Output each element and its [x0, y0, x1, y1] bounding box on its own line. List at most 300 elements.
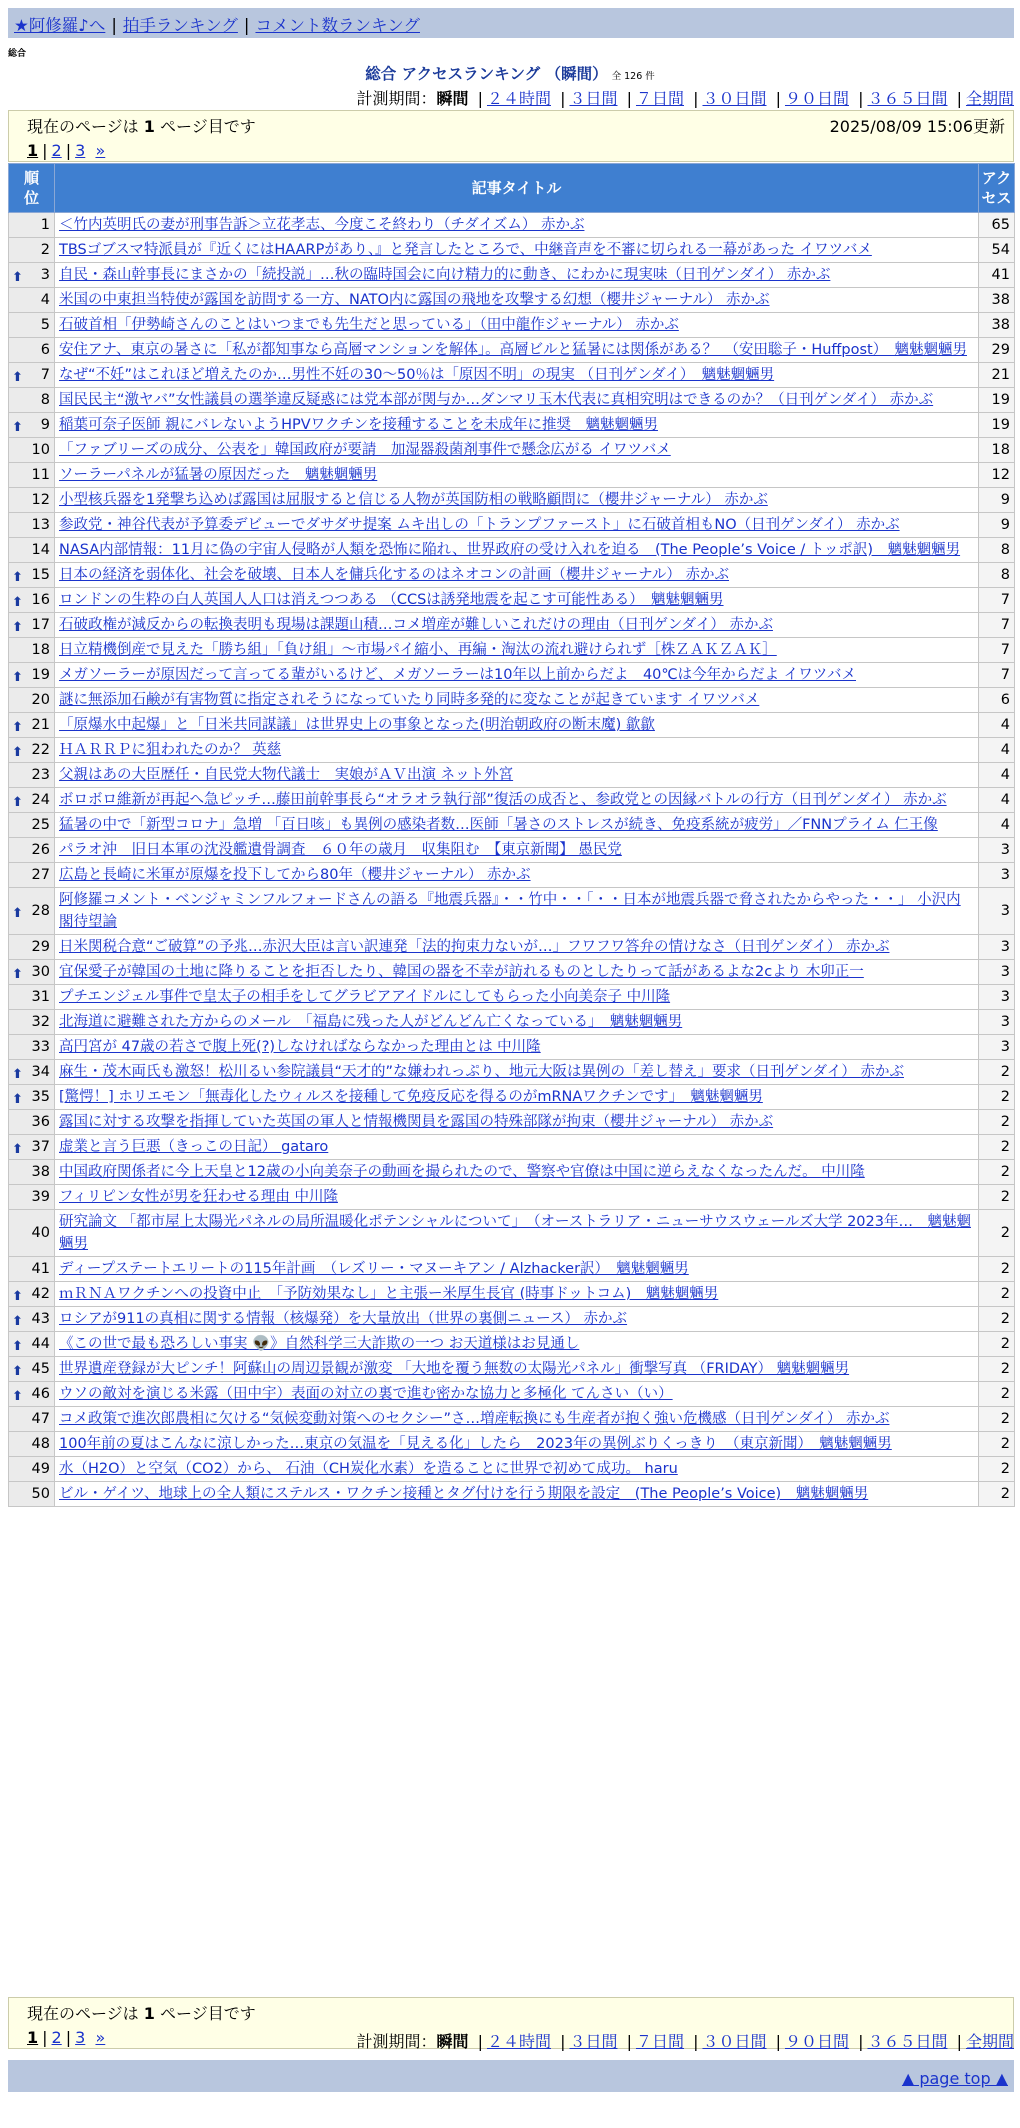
rank-number: 33 [31, 1039, 50, 1055]
updated-timestamp: 2025/08/09 15:06更新 [829, 117, 1005, 136]
rank-number: 30 [31, 964, 50, 980]
title-cell [55, 1357, 979, 1382]
rank-number: 8 [40, 392, 50, 408]
page-link-3[interactable]: 3 [75, 2028, 86, 2047]
rank-cell [9, 263, 55, 288]
title-cell [55, 863, 979, 888]
rank-number: 3 [40, 267, 50, 283]
period-link-24h[interactable]: ２４時間 [486, 2032, 551, 2051]
rank-number: 22 [31, 742, 50, 758]
access-count: 4 [979, 738, 1015, 763]
applause-ranking-link[interactable]: 拍手ランキング [122, 16, 238, 35]
rank-number: 13 [31, 517, 50, 533]
access-count: 8 [979, 538, 1015, 563]
article-title-link[interactable]: 自民・森山幹事長にまさかの「続投説」…秋の臨時国会に向け精力的に動き、にわかに現実味（日刊ゲンダイ） 赤かぶ [59, 267, 831, 283]
article-title-link[interactable]: 阿修羅コメント・ベンジャミンフルフォードさんの語る『地震兵器』・・竹中・・「・・日本が地震兵器で脅されたからやった・・」 小沢内閣待望論 [59, 892, 961, 930]
article-title-link[interactable]: 中国政府関係者に今上天皇と12歳の小向美奈子の動画を撮られたので、警察や官僚は中国に逆らえなくなったんだ。 中川隆 [59, 1164, 865, 1180]
top-nav-bar [8, 8, 1014, 38]
table-row [9, 588, 1015, 613]
period-link-365d[interactable]: ３６５日間 [867, 89, 948, 108]
rank-number: 43 [31, 1311, 50, 1327]
title-cell [55, 588, 979, 613]
rank-cell [9, 1160, 55, 1185]
access-count: 8 [979, 563, 1015, 588]
period-link-365d[interactable]: ３６５日間 [867, 2032, 948, 2051]
article-title-link[interactable]: 稲葉可奈子医師 親にバレないようHPVワクチンを接種することを未成年に推奨 魑魅魍魎男 [59, 417, 658, 433]
article-title-link[interactable]: ＜竹内英明氏の妻が刑事告訴＞立花孝志、今度こそ終わり（チダイズム） 赤かぶ [59, 217, 585, 233]
article-title-link[interactable]: 安住アナ、東京の暑さに「私が都知事なら高層マンションを解体」。高層ビルと猛暑には関係がある？ （安田聡子・Huffpost） 魑魅魍魎男 [59, 342, 967, 358]
category-label: 総合 [8, 49, 27, 59]
title-cell [55, 713, 979, 738]
article-title-link[interactable]: ＨＡＲＲＰに狙われたのか？ 英慈 [59, 742, 282, 758]
access-count: 2 [979, 1185, 1015, 1210]
rank-number: 17 [31, 617, 50, 633]
article-title-link[interactable]: ソーラーパネルが猛暑の原因だった 魑魅魍魎男 [59, 467, 378, 483]
article-title-link[interactable]: 水（H2O）と空気（CO2）から、 石油（CH炭化水素）を造ることに世界で初めて成功。 haru [59, 1461, 678, 1477]
title-cell [55, 1110, 979, 1135]
rank-cell [9, 488, 55, 513]
page-title [0, 62, 1020, 84]
title-cell [55, 935, 979, 960]
access-count: 2 [979, 1257, 1015, 1282]
rank-number: 44 [31, 1336, 50, 1352]
table-row [9, 1060, 1015, 1085]
access-count: 2 [979, 1457, 1015, 1482]
article-title-link[interactable]: 世界遺産登録が大ピンチ！阿蘇山の周辺景観が激変 「大地を覆う無数の太陽光パネル」衝撃写真 （FRIDAY） 魑魅魍魎男 [59, 1361, 850, 1377]
pagination-top: 1 | 2 | 3 » [27, 141, 106, 160]
table-row [9, 1482, 1015, 1507]
rank-number: 4 [40, 292, 50, 308]
page-info-top [8, 110, 1014, 162]
article-title-link[interactable]: ボロボロ維新が再起へ急ピッチ…藤田前幹事長ら“オラオラ執行部”復活の成否と、参政党との因縁バトルの行方（日刊ゲンダイ） 赤かぶ [59, 792, 947, 808]
access-count: 4 [979, 813, 1015, 838]
period-link-90d[interactable]: ９０日間 [784, 2032, 849, 2051]
access-count: 9 [979, 513, 1015, 538]
title-cell [55, 960, 979, 985]
access-count: 12 [979, 463, 1015, 488]
title-cell [55, 838, 979, 863]
table-row [9, 488, 1015, 513]
header-rank: 順位 [9, 164, 55, 213]
page-link-2[interactable]: 2 [51, 2028, 62, 2047]
period-link-24h[interactable]: ２４時間 [486, 89, 551, 108]
article-title-link[interactable]: TBSゴブスマ特派員が『近くにはHAARPがあり、』と発言したところで、中継音声を不審に切られる一幕があった イワツバメ [59, 242, 872, 258]
table-row [9, 1160, 1015, 1185]
period-current: 瞬間 [436, 2032, 469, 2051]
rank-number: 47 [31, 1411, 50, 1427]
title-cell [55, 788, 979, 813]
article-title-link[interactable]: 虚業と言う巨悪（きっこの日記） gataro [59, 1139, 329, 1155]
rank-up-arrow-icon: ⬆ [12, 670, 23, 685]
title-cell [55, 1010, 979, 1035]
table-row [9, 713, 1015, 738]
access-count: 2 [979, 1307, 1015, 1332]
article-title-link[interactable]: 露国に対する攻撃を指揮していた英国の軍人と情報機関員を露国の特殊部隊が拘束（櫻井ジャーナル） 赤かぶ [59, 1114, 774, 1130]
title-cell [55, 1432, 979, 1457]
access-count: 3 [979, 888, 1015, 935]
article-title-link[interactable]: コメ政策で進次郎農相に欠ける“気候変動対策へのセクシー”さ…増産転換にも生産者が抱く強い危機感（日刊ゲンダイ） 赤かぶ [59, 1411, 890, 1427]
title-cell [55, 1307, 979, 1332]
page-top-link[interactable]: ▲ page top ▲ [901, 2069, 1008, 2088]
access-count: 2 [979, 1332, 1015, 1357]
title-cell [55, 1060, 979, 1085]
article-title-link[interactable]: 広島と長崎に米軍が原爆を投下してから80年（櫻井ジャーナル） 赤かぶ [59, 867, 531, 883]
rank-number: 9 [40, 417, 50, 433]
rank-cell [9, 438, 55, 463]
article-title-link[interactable]: 100年前の夏はこんなに涼しかった…東京の気温を「見える化」したら 2023年の異例ぶりくっきり （東京新聞） 魑魅魍魎男 [59, 1436, 892, 1452]
article-title-link[interactable]: 宜保愛子が韓国の土地に降りることを拒否したり、韓国の器を不幸が訪れるものとしたりって話があるよな2cより 木卯正一 [59, 964, 864, 980]
access-count: 21 [979, 363, 1015, 388]
table-row [9, 1035, 1015, 1060]
rank-cell [9, 638, 55, 663]
table-row [9, 738, 1015, 763]
rank-up-arrow-icon: ⬆ [12, 967, 23, 982]
rank-cell [9, 960, 55, 985]
rank-number: 16 [31, 592, 50, 608]
rank-number: 39 [31, 1189, 50, 1205]
rank-number: 19 [31, 667, 50, 683]
table-row [9, 213, 1015, 238]
rank-cell [9, 338, 55, 363]
period-link-3d[interactable]: ３日間 [569, 2032, 618, 2051]
rank-up-arrow-icon: ⬆ [12, 595, 23, 610]
rank-cell [9, 388, 55, 413]
access-count: 2 [979, 1110, 1015, 1135]
rank-number: 10 [31, 442, 50, 458]
article-title-link[interactable]: 《この世で最も恐ろしい事実 👽》自然科学三大詐欺の一つ お天道様はお見通し [59, 1336, 580, 1352]
access-count: 3 [979, 935, 1015, 960]
page-current: 1 [27, 2028, 39, 2047]
rank-number: 27 [31, 867, 50, 883]
rank-cell [9, 613, 55, 638]
table-row [9, 1185, 1015, 1210]
rank-number: 15 [31, 567, 50, 583]
table-row [9, 838, 1015, 863]
rank-cell [9, 513, 55, 538]
article-title-link[interactable]: ディープステートエリートの115年計画 （レズリー・マヌーキアン / Alzhacker訳） 魑魅魍魎男 [59, 1261, 689, 1277]
separator: | [243, 16, 250, 35]
rank-number: 29 [31, 939, 50, 955]
title-cell [55, 363, 979, 388]
rank-up-arrow-icon: ⬆ [12, 906, 23, 921]
access-count: 3 [979, 1035, 1015, 1060]
table-row [9, 313, 1015, 338]
article-title-link[interactable]: NASA内部情報：11月に偽の宇宙人侵略が人類を恐怖に陥れ、世界政府の受け入れを迫る (The People’s Voice / トッポ訳) 魑魅魍魎男 [59, 542, 961, 558]
title-cell [55, 463, 979, 488]
article-title-link[interactable]: 猛暑の中で「新型コロナ」急増 「百日咳」も異例の感染者数…医師「暑さのストレスが続き、免疫系統が疲労」／FNNプライム 仁王像 [59, 817, 938, 833]
article-title-link[interactable]: 「原爆水中起爆」と「日米共同謀議」は世界史上の事象となった(明治朝政府の断末魔) 歙歙 [59, 717, 655, 733]
access-count: 2 [979, 1407, 1015, 1432]
title-cell [55, 888, 979, 935]
period-link-90d[interactable]: ９０日間 [784, 89, 849, 108]
title-cell [55, 338, 979, 363]
page-link-3[interactable]: 3 [75, 141, 86, 160]
table-row [9, 788, 1015, 813]
article-title-link[interactable]: パラオ沖 旧日本軍の沈没艦遺骨調査 ６０年の歳月 収集阻む 【東京新聞】 愚民党 [59, 842, 622, 858]
access-count: 3 [979, 863, 1015, 888]
table-row [9, 1085, 1015, 1110]
article-title-link[interactable]: 「ファブリーズの成分、公表を」韓国政府が要請 加湿器殺菌剤事件で懸念広がる イワツバメ [59, 442, 671, 458]
title-cell [55, 563, 979, 588]
asyura-home-link[interactable]: ★阿修羅♪へ [14, 16, 106, 35]
rank-number: 23 [31, 767, 50, 783]
rank-cell [9, 788, 55, 813]
title-cell [55, 1257, 979, 1282]
table-row [9, 1357, 1015, 1382]
article-title-link[interactable]: 謎に無添加石鹸が有害物質に指定されそうになっていたり同時多発的に変なことが起きています イワツバメ [59, 692, 760, 708]
title-cell [55, 538, 979, 563]
period-link-all[interactable]: 全期間 [965, 89, 1014, 108]
access-count: 38 [979, 288, 1015, 313]
rank-cell [9, 238, 55, 263]
access-count: 18 [979, 438, 1015, 463]
access-count: 2 [979, 1060, 1015, 1085]
rank-up-arrow-icon: ⬆ [12, 720, 23, 735]
article-title-link[interactable]: 国民民主“激ヤバ”女性議員の選挙違反疑惑には党本部が関与か…ダンマリ玉木代表に真相究明はできるのか？（日刊ゲンダイ） 赤かぶ [59, 392, 934, 408]
table-row [9, 1210, 1015, 1257]
title-cell [55, 1035, 979, 1060]
article-title-link[interactable]: [驚愕！] ホリエモン「無毒化したウィルスを接種して免疫反応を得るのがmRNAワクチンです」 魑魅魍魎男 [59, 1089, 763, 1105]
table-row [9, 1432, 1015, 1457]
article-title-link[interactable]: ロンドンの生粋の白人英国人人口は消えつつある （CCSは誘発地震を起こす可能性ある） 魑魅魍魎男 [59, 592, 724, 608]
article-title-link[interactable]: フィリピン女性が男を狂わせる理由 中川隆 [59, 1189, 338, 1205]
rank-number: 12 [31, 492, 50, 508]
access-count: 7 [979, 663, 1015, 688]
table-row [9, 1407, 1015, 1432]
table-row [9, 388, 1015, 413]
access-count: 9 [979, 488, 1015, 513]
article-title-link[interactable]: ロシアが911の真相に関する情報（核爆発）を大量放出（世界の裏側ニュース） 赤かぶ [59, 1311, 628, 1327]
table-row [9, 1382, 1015, 1407]
title-cell [55, 638, 979, 663]
current-page-text: 現在のページは 1 ページ目です [27, 2004, 256, 2023]
access-count: 2 [979, 1482, 1015, 1507]
article-title-link[interactable]: 米国の中東担当特使が露国を訪問する一方、NATO内に露国の飛地を攻撃する幻想（櫻井ジャーナル） 赤かぶ [59, 292, 770, 308]
rank-cell [9, 1257, 55, 1282]
rank-number: 24 [31, 792, 50, 808]
rank-cell [9, 563, 55, 588]
article-title-link[interactable]: 小型核兵器を1発撃ち込めば露国は屈服すると信じる人物が英国防相の戦略顧問に（櫻井ジャーナル） 赤かぶ [59, 492, 768, 508]
access-count: 6 [979, 688, 1015, 713]
header-count: アクセス [979, 164, 1015, 213]
table-row [9, 463, 1015, 488]
title-cell [55, 1382, 979, 1407]
rank-number: 31 [31, 989, 50, 1005]
title-cell [55, 738, 979, 763]
table-row [9, 1135, 1015, 1160]
title-cell [55, 688, 979, 713]
rank-cell [9, 1432, 55, 1457]
table-row [9, 413, 1015, 438]
article-title-link[interactable]: 研究論文 「都市屋上太陽光パネルの局所温暖化ポテンシャルについて」 （オーストラリア・ニューサウスウェールズ大学 2023年… 魑魅魍魎男 [59, 1214, 971, 1252]
rank-up-arrow-icon: ⬆ [12, 620, 23, 635]
title-cell [55, 813, 979, 838]
period-selector-top: 計測期間：瞬間 | ２４時間 | ３日間 | ７日間 | ３０日間 | ９０日間 | ３６５日間 | 全期間 [356, 89, 1014, 108]
rank-cell [9, 1035, 55, 1060]
rank-up-arrow-icon: ⬆ [12, 1142, 23, 1157]
period-link-30d[interactable]: ３０日間 [702, 89, 767, 108]
rank-cell [9, 413, 55, 438]
rank-cell [9, 363, 55, 388]
period-link-7d[interactable]: ７日間 [635, 89, 684, 108]
rank-cell [9, 838, 55, 863]
rank-cell [9, 1307, 55, 1332]
rank-cell [9, 1135, 55, 1160]
article-title-link[interactable]: 北海道に避難された方からのメール 「福島に残った人がどんどん亡くなっている」 魑魅魍魎男 [59, 1014, 683, 1030]
rank-number: 34 [31, 1064, 50, 1080]
rank-number: 2 [40, 242, 50, 258]
table-row [9, 985, 1015, 1010]
period-link-30d[interactable]: ３０日間 [702, 2032, 767, 2051]
title-cell [55, 313, 979, 338]
title-cell [55, 1407, 979, 1432]
rank-cell [9, 985, 55, 1010]
header-title: 記事タイトル [55, 164, 979, 213]
page-link-2[interactable]: 2 [51, 141, 62, 160]
rank-number: 41 [31, 1261, 50, 1277]
table-row [9, 763, 1015, 788]
period-current: 瞬間 [436, 89, 469, 108]
access-count: 7 [979, 638, 1015, 663]
access-count: 2 [979, 1382, 1015, 1407]
table-row [9, 263, 1015, 288]
article-title-link[interactable]: ｍＲＮＡワクチンへの投資中止 「予防効果なし」と主張ー米厚生長官 (時事ドットコム) 魑魅魍魎男 [59, 1286, 719, 1302]
access-count: 3 [979, 838, 1015, 863]
rank-cell [9, 663, 55, 688]
table-row [9, 438, 1015, 463]
title-cell [55, 613, 979, 638]
rank-number: 11 [31, 467, 50, 483]
table-row [9, 538, 1015, 563]
rank-up-arrow-icon: ⬆ [12, 1092, 23, 1107]
rank-cell [9, 1357, 55, 1382]
rank-cell [9, 1457, 55, 1482]
rank-number: 26 [31, 842, 50, 858]
article-title-link[interactable]: ウソの敵対を演じる米露（田中宇）表面の対立の裏で進む密かな協力と多極化 てんさい（い） [59, 1386, 673, 1402]
table-header-row [9, 164, 1015, 213]
access-count: 2 [979, 1135, 1015, 1160]
table-row [9, 338, 1015, 363]
title-cell [55, 513, 979, 538]
article-title-link[interactable]: メガソーラーが原因だって言ってる輩がいるけど、メガソーラーは10年以上前からだよ 40℃は今年からだよ イワツバメ [59, 667, 856, 683]
table-row [9, 1332, 1015, 1357]
rank-number: 36 [31, 1114, 50, 1130]
rank-number: 50 [31, 1486, 50, 1502]
rank-number: 48 [31, 1436, 50, 1452]
rank-cell [9, 1185, 55, 1210]
article-title-link[interactable]: 参政党・神谷代表が予算委デビューでダサダサ提案 ムキ出しの「トランプファースト」に石破首相もNO（日刊ゲンダイ） 赤かぶ [59, 517, 900, 533]
rank-cell [9, 713, 55, 738]
title-cell [55, 1457, 979, 1482]
article-title-link[interactable]: 高円宮が 47歳の若さで腹上死(?)しなければならなかった理由とは 中川隆 [59, 1039, 541, 1055]
title-cell [55, 388, 979, 413]
rank-cell [9, 1060, 55, 1085]
table-row [9, 1257, 1015, 1282]
table-row [9, 960, 1015, 985]
rank-cell [9, 738, 55, 763]
rank-cell [9, 813, 55, 838]
rank-up-arrow-icon: ⬆ [12, 1067, 23, 1082]
access-count: 41 [979, 263, 1015, 288]
article-title-link[interactable]: 日立精機倒産で見えた「勝ち組」「負け組」～市場パイ縮小、再編・淘汰の流れ避けられず［株ＺＡＫＺＡＫ］ [59, 642, 777, 658]
ranking-table [8, 163, 1015, 1507]
table-row [9, 663, 1015, 688]
title-cell [55, 238, 979, 263]
rank-up-arrow-icon: ⬆ [12, 1339, 23, 1354]
title-cell [55, 1085, 979, 1110]
table-row [9, 513, 1015, 538]
page-next-link[interactable]: » [95, 141, 106, 160]
rank-cell [9, 1482, 55, 1507]
period-label: 計測期間： [356, 89, 437, 108]
table-row [9, 888, 1015, 935]
table-row [9, 613, 1015, 638]
rank-number: 21 [31, 717, 50, 733]
article-title-link[interactable]: 石破首相「伊勢崎さんのことはいつまでも先生だと思っている」（田中龍作ジャーナル） 赤かぶ [59, 317, 679, 333]
rank-cell [9, 1110, 55, 1135]
rank-number: 38 [31, 1164, 50, 1180]
rank-cell [9, 935, 55, 960]
title-cell [55, 663, 979, 688]
table-row [9, 288, 1015, 313]
period-link-all[interactable]: 全期間 [965, 2032, 1014, 2051]
article-title-link[interactable]: 日米関税合意“ご破算”の予兆…赤沢大臣は言い訳連発「法的拘束力ないが…」フワフワ答弁の情けなさ（日刊ゲンダイ） 赤かぶ [59, 939, 890, 955]
rank-number: 35 [31, 1089, 50, 1105]
article-title-link[interactable]: 父親はあの大臣歴任・自民党大物代議士 実娘がＡＶ出演 ネット外宮 [59, 767, 514, 783]
title-cell [55, 1482, 979, 1507]
rank-cell [9, 763, 55, 788]
access-count: 7 [979, 613, 1015, 638]
title-cell [55, 438, 979, 463]
period-label: 計測期間： [356, 2032, 437, 2051]
rank-up-arrow-icon: ⬆ [12, 1314, 23, 1329]
table-row [9, 1457, 1015, 1482]
comment-ranking-link[interactable]: コメント数ランキング [255, 16, 420, 35]
rank-up-arrow-icon: ⬆ [12, 1289, 23, 1304]
access-count: 3 [979, 960, 1015, 985]
access-count: 19 [979, 413, 1015, 438]
rank-up-arrow-icon: ⬆ [12, 745, 23, 760]
title-cell [55, 488, 979, 513]
rank-up-arrow-icon: ⬆ [12, 420, 23, 435]
access-count: 38 [979, 313, 1015, 338]
rank-number: 14 [31, 542, 50, 558]
rank-cell [9, 688, 55, 713]
table-row [9, 813, 1015, 838]
rank-number: 42 [31, 1286, 50, 1302]
title-cell [55, 413, 979, 438]
rank-cell [9, 538, 55, 563]
rank-up-arrow-icon: ⬆ [12, 1364, 23, 1379]
period-link-7d[interactable]: ７日間 [635, 2032, 684, 2051]
period-link-3d[interactable]: ３日間 [569, 89, 618, 108]
title-cell [55, 1210, 979, 1257]
table-row [9, 238, 1015, 263]
table-row [9, 1307, 1015, 1332]
title-cell [55, 985, 979, 1010]
title-cell [55, 263, 979, 288]
article-title-link[interactable]: なぜ“不妊”はこれほど増えたのか…男性不妊の30～50％は「原因不明」の現実 （日刊ゲンダイ） 魑魅魍魎男 [59, 367, 775, 383]
article-title-link[interactable]: ビル・ゲイツ、地球上の全人類にステルス・ワクチン接種とタグ付けを行う期限を設定 (The People’s Voice) 魑魅魍魎男 [59, 1486, 869, 1502]
article-title-link[interactable]: プチエンジェル事件で皇太子の相手をしてグラビアアイドルにしてもらった小向美奈子 中川隆 [59, 989, 671, 1005]
rank-number: 18 [31, 642, 50, 658]
article-title-link[interactable]: 麻生・茂木両氏も激怒！松川るい参院議員“天才的”な嫌われっぷり、地元大阪は異例の「差し替え」要求（日刊ゲンダイ） 赤かぶ [59, 1064, 904, 1080]
rank-cell [9, 1332, 55, 1357]
current-page-text: 現在のページは 1 ページ目です [27, 117, 256, 136]
article-title-link[interactable]: 日本の経済を弱体化、社会を破壊、日本人を傭兵化するのはネオコンの計画（櫻井ジャーナル） 赤かぶ [59, 567, 730, 583]
page-next-link[interactable]: » [95, 2028, 106, 2047]
article-title-link[interactable]: 石破政権が減反からの転換表明も現場は課題山積…コメ増産が難しいこれだけの理由（日刊ゲンダイ） 赤かぶ [59, 617, 773, 633]
